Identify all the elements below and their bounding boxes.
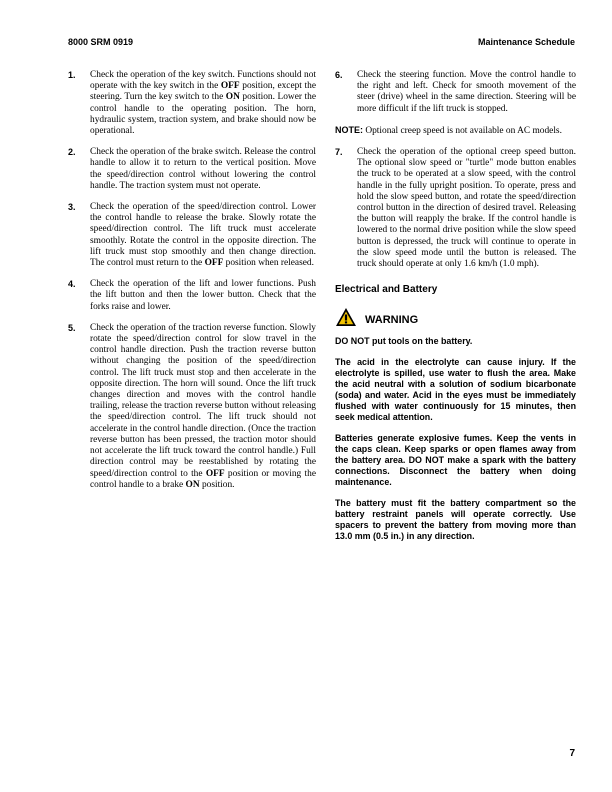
step-emphasis: OFF <box>204 258 224 269</box>
warning-paragraph: DO NOT put tools on the battery. <box>335 336 473 347</box>
step-7 <box>335 147 576 270</box>
step-3 <box>68 202 316 269</box>
step-number: 2. <box>68 147 76 158</box>
warning-triangle-icon <box>335 307 357 332</box>
warning-paragraph: The acid in the electrolyte can cause injury. If the electrolyte is spilled, use water to flush the area. Make the acid neutral with a solution of sodium bicarbonate (soda) and water. Acid in the eyes must be immediately flushed with water continuously for 15 minutes, then seek medical attention. <box>335 357 576 423</box>
warning-paragraph: Batteries generate explosive fumes. Keep the vents in the caps clean. Keep sparks or open flames away from the battery area. DO NOT make a spark with the battery connections. Disconnect the battery when doing maintenance. <box>335 433 576 488</box>
left-column <box>68 70 316 501</box>
step-text: Check the operation of the brake switch. Release the control handle to allow it to return to the vertical position. Move the speed/direction control without lowering the control handle. The traction system must not operate. <box>90 147 316 191</box>
step-text: Check the steering function. Move the control handle to the right and left. Check for smooth movement of the steer (drive) wheel in the same direction. Steering will be more difficult if the lift truck is stopped. <box>357 70 576 114</box>
step-text: position. <box>199 479 235 490</box>
step-emphasis: OFF <box>220 81 240 92</box>
step-number: 1. <box>68 70 76 80</box>
step-text: position, except the steering. Turn the key switch to the <box>90 81 316 103</box>
right-column <box>335 70 576 552</box>
warning-paragraph: The battery must fit the battery compartment so the battery restraint panels will operate correctly. Use spacers to prevent the battery from moving more than 13.0 mm (0.5 in.) in any direction. <box>335 498 576 542</box>
step-text: position when released. <box>223 258 314 269</box>
header-doc-id: 8000 SRM 0919 <box>68 37 134 47</box>
step-4 <box>68 279 316 313</box>
step-text: position or moving the control handle to a brake <box>90 468 317 490</box>
warning-header <box>335 307 576 332</box>
step-emphasis: OFF <box>205 468 225 479</box>
step-5 <box>68 323 316 491</box>
step-6 <box>335 70 576 115</box>
step-text: Check the operation of the traction reverse function. Slowly rotate the speed/direction control for slow travel in the control handle direction. Push the traction reverse button without changing the position of the speed/direction control. The lift truck must stop and then accelerate in the opposite direction. The horn will sound. Once the lift truck changes direction and moves with the control handle trailing, release the traction reverse button without releasing the speed/direction control. The lift truck should not accelerate in the control handle direction. (Once the traction reverse button has been pressed, the traction motor should not accelerate the lift truck toward the control handle.) Full direction control may be reestablished by rotating the speed/direction control to the <box>90 322 316 479</box>
step-text: Check the operation of the optional creep speed button. The optional slow speed or "turtle" mode button enables the truck to be operated at a slow speed, with the control handle in the fully upright position. To operate, press and hold the slow speed button, and rotate the speed/direction control button in the direction of desired travel. Releasing the button will reapply the brake. If the control handle is lowered to the normal drive position while the slow speed button is depressed, the truck will continue to operate in the slow speed mode until the button is released. The truck should operate at only 1.6 km/h (1.0 mph). <box>357 147 576 270</box>
step-number: 5. <box>68 322 76 333</box>
step-text: Check the operation of the lift and lower functions. Push the lift button and then the lower button. Check that the forks raise and lower. <box>90 279 316 312</box>
step-number: 6. <box>335 70 343 80</box>
step-number: 4. <box>68 279 76 290</box>
section-heading: Electrical and Battery <box>335 284 438 296</box>
step-emphasis: ON <box>225 92 240 103</box>
header-section-title: Maintenance Schedule <box>477 37 575 47</box>
note-label: NOTE: <box>335 124 363 135</box>
warning-title: WARNING <box>365 313 419 326</box>
step-2 <box>68 147 316 192</box>
step-text: Check the operation of the speed/direction control. Lower the control handle to release the brake. Slowly rotate the speed/direction control. The lift truck must accelerate smoothly. Rotate the control in the opposite direction. The lift truck must stop smoothly and then change direction. The control must return to the <box>90 202 316 269</box>
note-text: Optional creep speed is not available on AC models. <box>363 125 562 136</box>
step-emphasis: ON <box>185 479 200 490</box>
step-text: Check the operation of the key switch. Functions should not operate with the key switch in the <box>90 70 316 92</box>
note <box>335 125 576 137</box>
page-number: 7 <box>569 748 575 759</box>
step-number: 7. <box>335 147 343 158</box>
step-text: position. Lower the control handle to the operating position. The horn, hydraulic system, traction system, and brake should now be operational. <box>90 92 316 137</box>
step-number: 3. <box>68 202 76 213</box>
step-1 <box>68 70 316 137</box>
